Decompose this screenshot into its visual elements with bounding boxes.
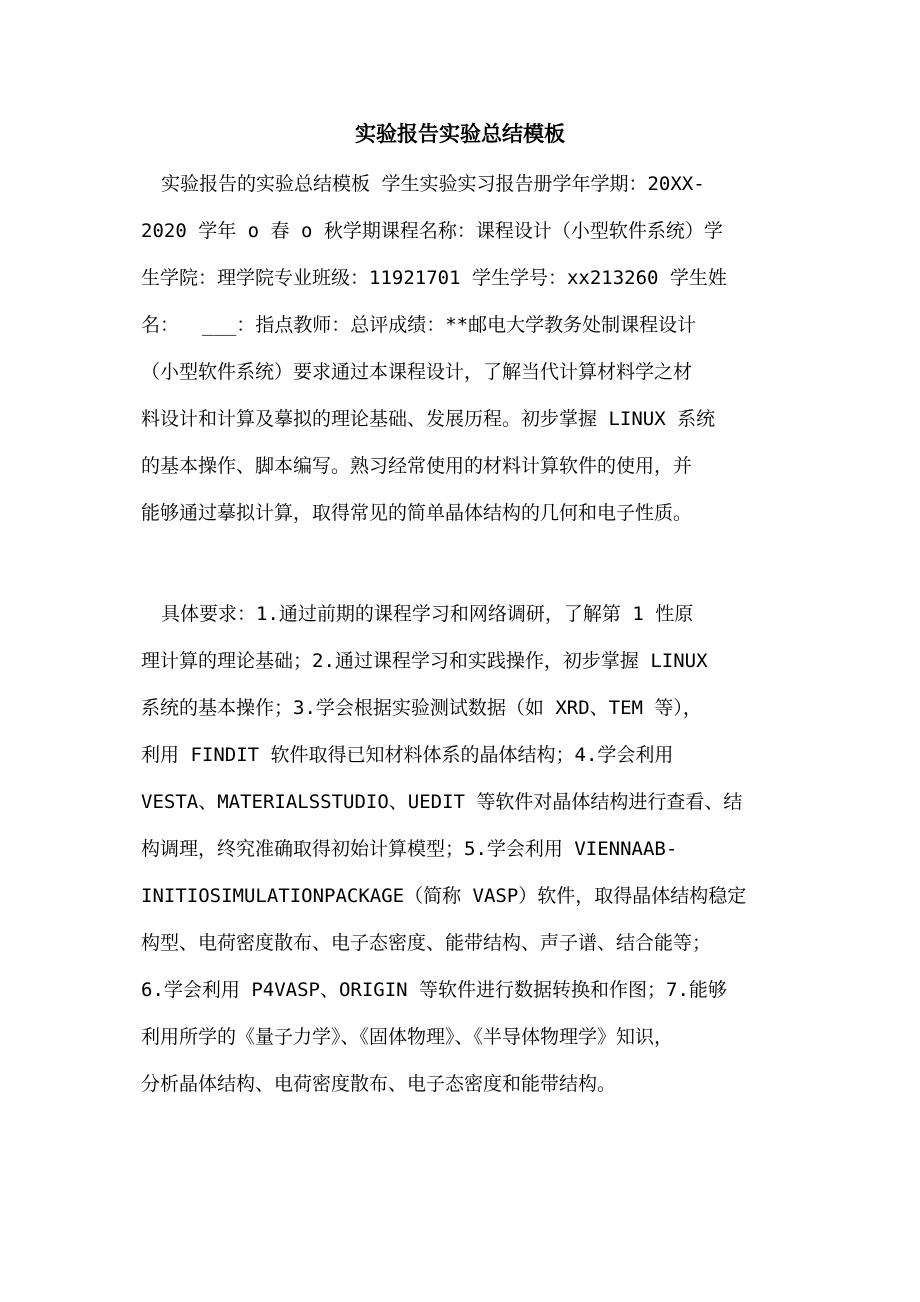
paragraph-1-line-8: 能够通过摹拟计算，取得常见的简单晶体结构的几何和电子性质。 (141, 502, 693, 524)
paragraph-2-line-2: 理计算的理论基础；2.通过课程学习和实践操作，初步掌握 LINUX (141, 650, 708, 672)
paragraph-1-line-4: 名： ___：指点教师：总评成绩：**邮电大学教务处制课程设计 (141, 314, 697, 336)
paragraph-2-line-6: 构调理，终究准确取得初始计算模型；5.学会利用 VIENNAAB- (141, 838, 678, 860)
paragraph-2-line-11: 分析晶体结构、电荷密度散布、电子态密度和能带结构。 (141, 1073, 617, 1095)
paragraph-2-line-8: 构型、电荷密度散布、电子态密度、能带结构、声子谱、结合能等； (141, 932, 712, 954)
paragraph-1-line-5: （小型软件系统）要求通过本课程设计，了解当代计算材料学之材 (141, 361, 693, 383)
paragraph-2-line-5: VESTA、MATERIALSSTUDIO、UEDIT 等软件对晶体结构进行查看、结 (141, 791, 743, 813)
document-title: 实验报告实验总结模板 (355, 121, 565, 146)
paragraph-1-line-1: 实验报告的实验总结模板 学生实验实习报告册学年学期：20XX- (161, 173, 705, 195)
paragraph-2-line-1: 具体要求：1.通过前期的课程学习和网络调研，了解第 1 性原 (161, 603, 694, 625)
paragraph-2-line-10: 利用所学的《量子力学》、《固体物理》、《半导体物理学》知识， (141, 1026, 674, 1048)
paragraph-2-line-9: 6.学会利用 P4VASP、ORIGIN 等软件进行数据转换和作图；7.能够 (141, 979, 727, 1001)
paragraph-2-line-3: 系统的基本操作；3.学会根据实验测试数据（如 XRD、TEM 等）， (141, 697, 702, 719)
paragraph-1-line-2: 2020 学年 o 春 o 秋学期课程名称：课程设计（小型软件系统）学 (141, 220, 723, 242)
paragraph-1-line-7: 的基本操作、脚本编写。熟习经常使用的材料计算软件的使用，并 (141, 455, 693, 477)
paragraph-1-line-3: 生学院：理学院专业班级：11921701 学生学号：xx213260 学生姓 (141, 267, 727, 289)
paragraph-2-line-7: INITIOSIMULATIONPACKAGE（简称 VASP）软件，取得晶体结构稳定 (141, 885, 747, 907)
paragraph-2-line-4: 利用 FINDIT 软件取得已知材料体系的晶体结构；4.学会利用 (141, 744, 674, 766)
paragraph-1-line-6: 料设计和计算及摹拟的理论基础、发展历程。初步掌握 LINUX 系统 (141, 408, 716, 430)
